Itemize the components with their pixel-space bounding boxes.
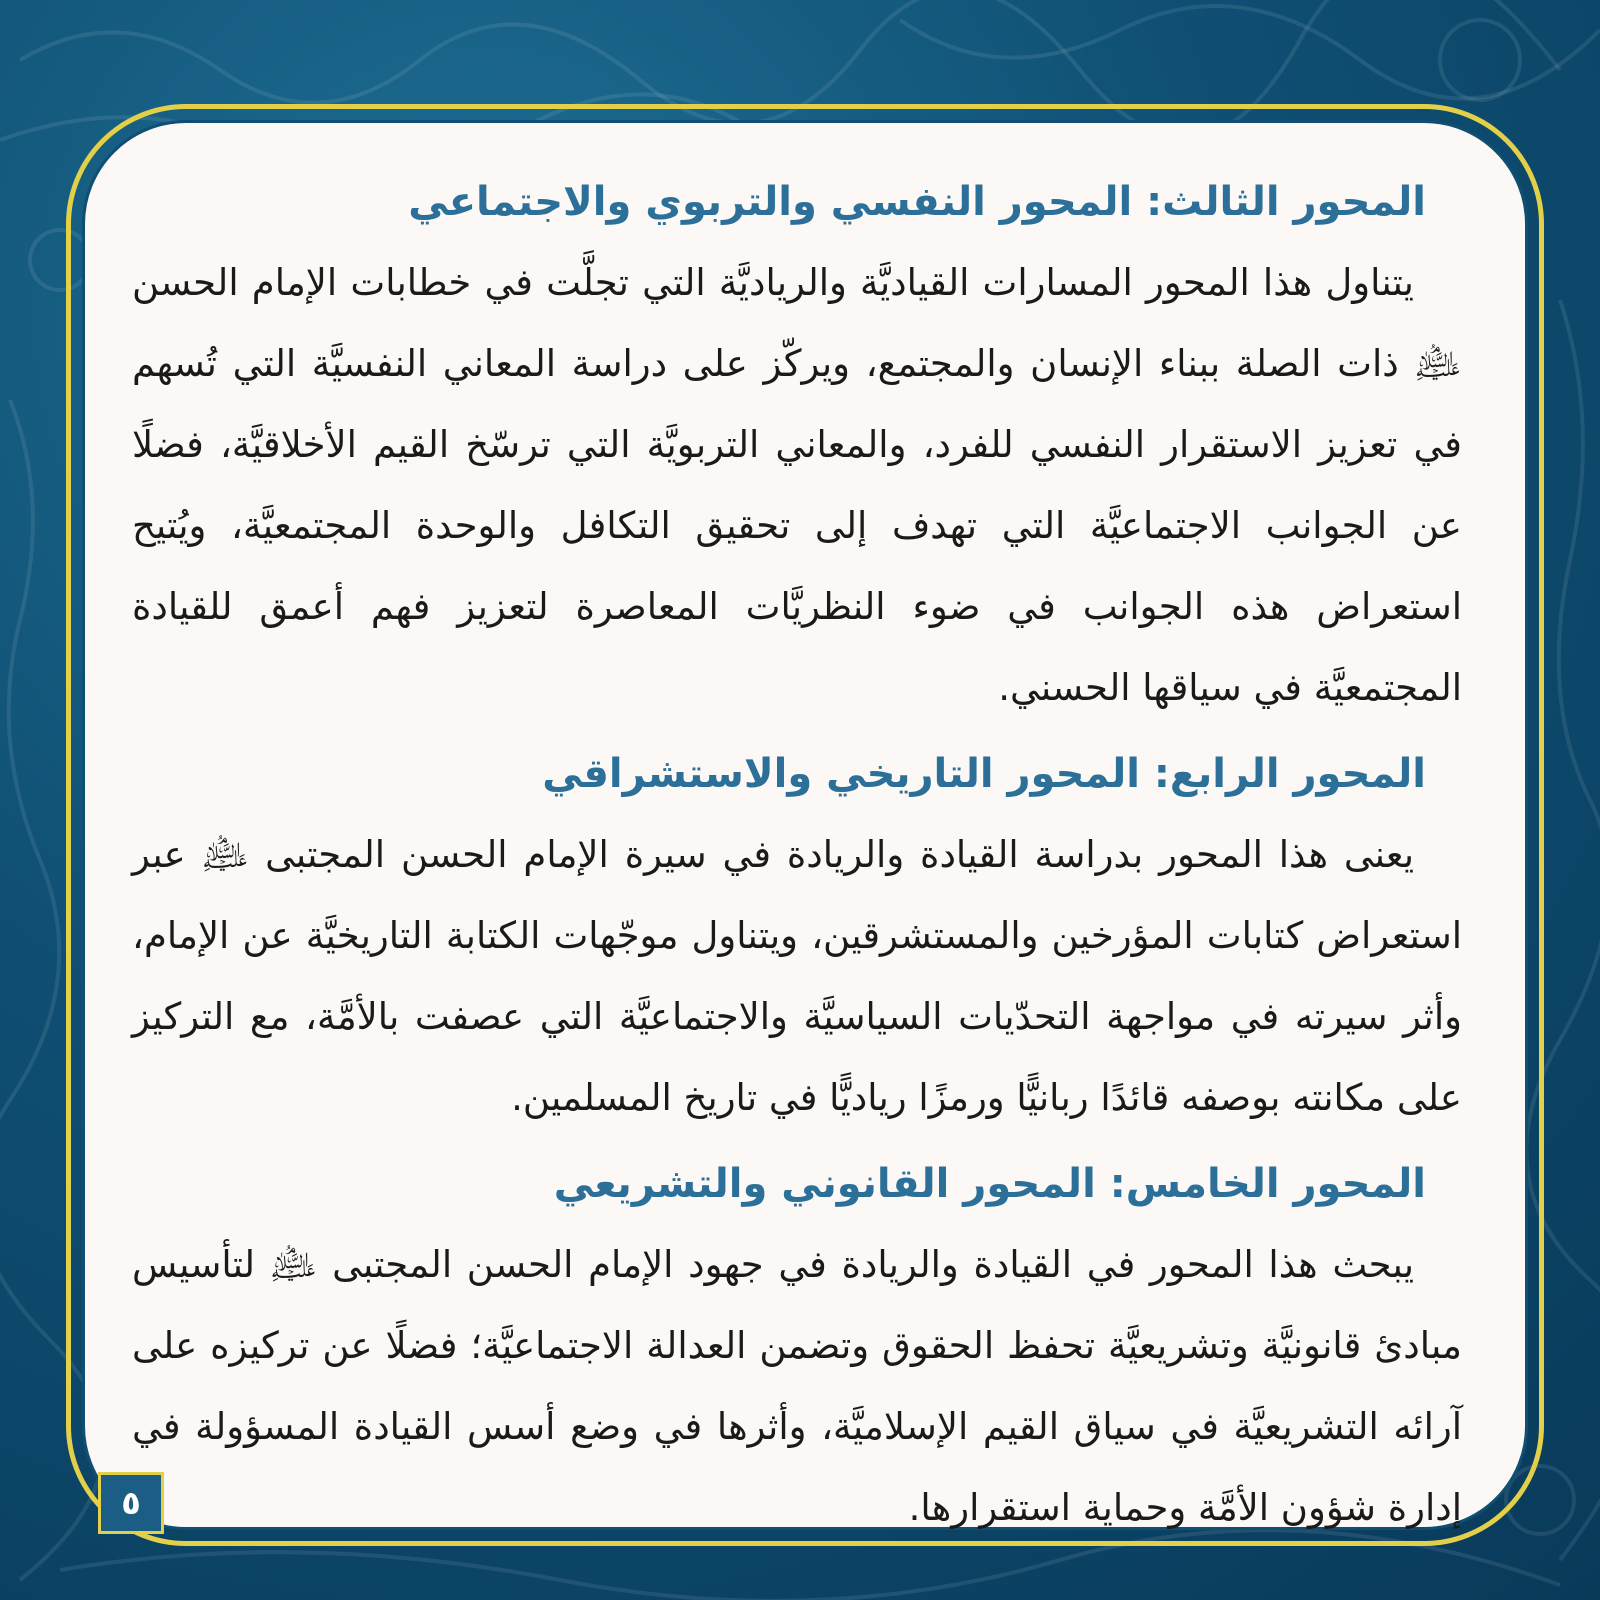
document-body bbox=[132, 170, 1462, 1562]
section-paragraph: يعنى هذا المحور بدراسة القيادة والريادة في سيرة الإمام الحسن المجتبى ﵇ عبر استعراض كتابات المؤرخين والمستشرقين، ويتناول موجّهات الكتابة التاريخيَّة عن الإمام، وأثر سيرته في مواجهة التحدّيات السياسيَّة والاجتماعيَّة التي عصفت بالأمَّة، مع التركيز على مكانته بوصفه قائدًا ربانيًّا ورمزًا رياديًّا في تاريخ المسلمين. bbox=[132, 833, 1462, 1119]
section-heading: المحور الخامس: المحور القانوني والتشريعي bbox=[553, 1161, 1426, 1207]
section-paragraph: يتناول هذا المحور المسارات القياديَّة والرياديَّة التي تجلَّت في خطابات الإمام الحسن ﵇ ذات الصلة ببناء الإنسان والمجتمع، ويركّز على دراسة المعاني النفسيَّة التي تُسهم في تعزيز الاستقرار النفسي للفرد، والمعاني التربويَّة التي ترسّخ القيم الأخلاقيَّة، فضلًا عن الجوانب الاجتماعيَّة التي تهدف إلى تحقيق التكافل والوحدة المجتمعيَّة، ويُتيح استعراض هذه الجوانب في ضوء النظريَّات المعاصرة لتعزيز فهم أعمق للقيادة المجتمعيَّة في سياقها الحسني. bbox=[132, 261, 1462, 709]
section-heading: المحور الرابع: المحور التاريخي والاستشراقي bbox=[542, 751, 1426, 797]
page-number-badge bbox=[98, 1472, 164, 1534]
section-paragraph: يبحث هذا المحور في القيادة والريادة في جهود الإمام الحسن المجتبى ﵇ لتأسيس مبادئ قانونيَّة وتشريعيَّة تحفظ الحقوق وتضمن العدالة الاجتماعيَّة؛ فضلًا عن تركيزه على آرائه التشريعيَّة في سياق القيم الإسلاميَّة، وأثرها في وضع أسس القيادة المسؤولة في إدارة شؤون الأمَّة وحماية استقرارها. bbox=[132, 1243, 1462, 1529]
section-heading: المحور الثالث: المحور النفسي والتربوي والاجتماعي bbox=[408, 179, 1426, 225]
page-number: ٥ bbox=[121, 1484, 141, 1522]
